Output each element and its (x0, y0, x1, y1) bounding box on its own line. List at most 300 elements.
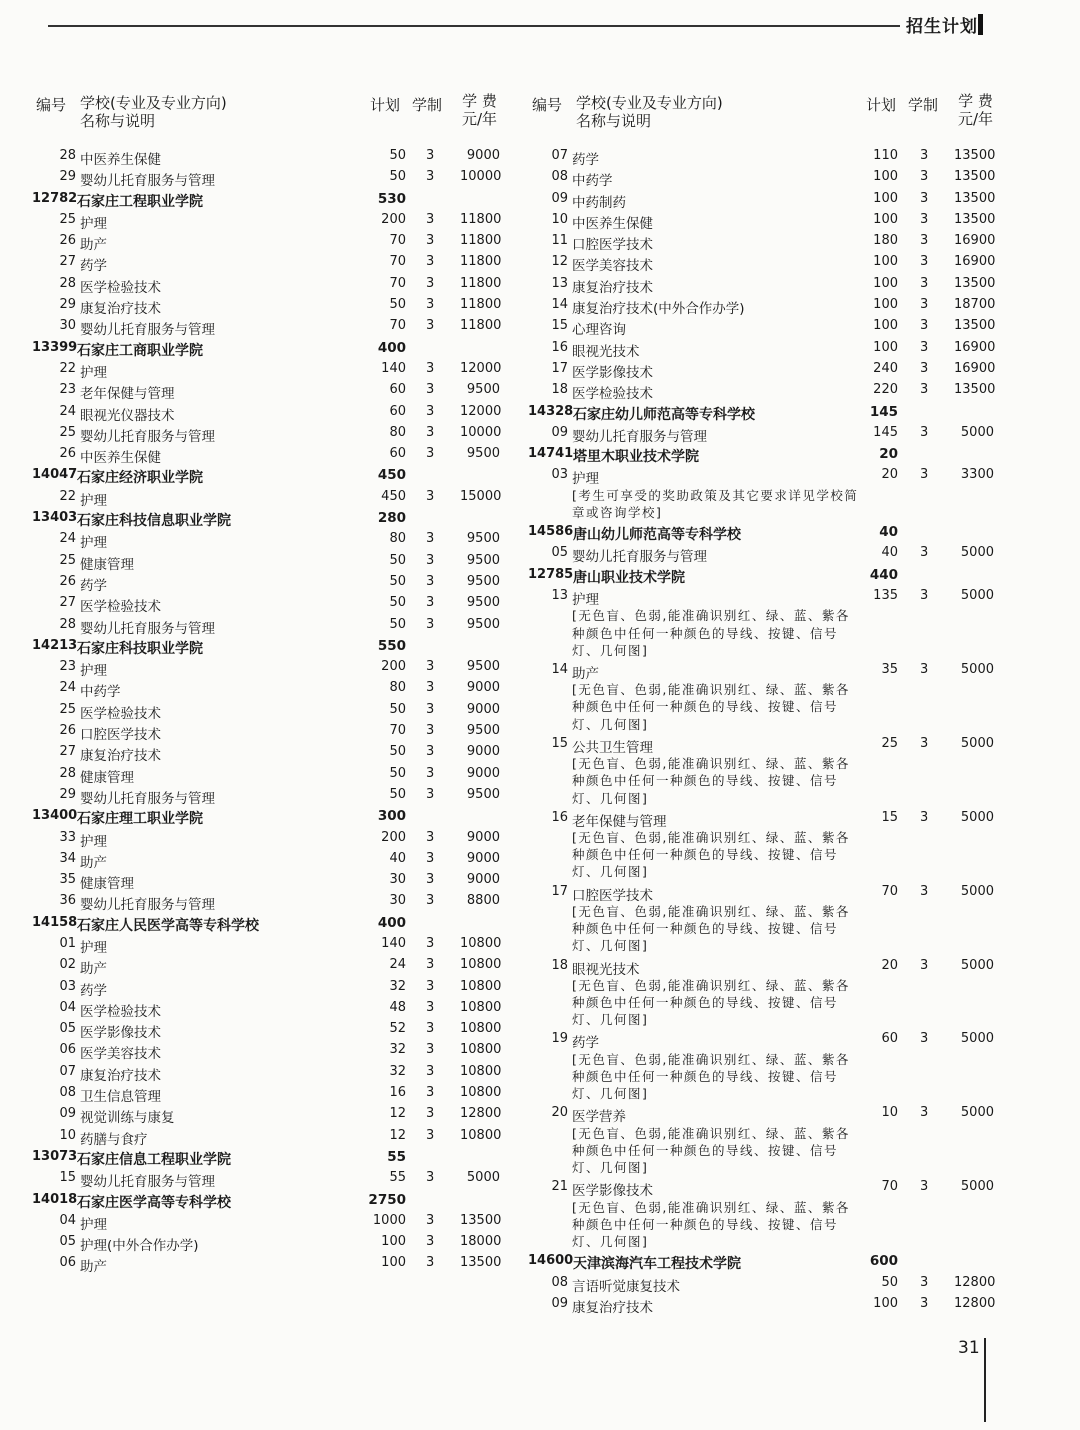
program-row (32, 934, 512, 955)
program-row (32, 849, 512, 870)
program-name: 护理 (80, 663, 107, 680)
program-row (528, 274, 1008, 295)
program-name: 康复治疗技术(中外合作办学) (572, 301, 745, 318)
program-note: [无色盲、色弱,能准确识别红、绿、蓝、紫各种颜色中任何一种颜色的导线、按键、信号灯、几何图] (572, 608, 850, 658)
program-number: 25 (59, 552, 76, 568)
program-plan: 240 (873, 360, 898, 376)
program-number: 05 (59, 1021, 76, 1037)
program-years: 3 (920, 809, 929, 825)
program-years: 3 (920, 1274, 929, 1290)
program-number: 17 (551, 360, 568, 376)
program-number: 19 (551, 1031, 568, 1047)
school-row (528, 1251, 1008, 1272)
program-name: 中医养生保健 (80, 450, 161, 467)
program-years: 3 (426, 1021, 435, 1037)
program-number: 15 (59, 1170, 76, 1186)
program-name: 助产 (80, 854, 107, 871)
program-years: 3 (426, 488, 435, 504)
program-plan: 32 (389, 1042, 406, 1058)
program-row (32, 423, 512, 444)
program-plan: 50 (389, 148, 406, 163)
program-row (32, 529, 512, 550)
header-fee-line2: 元/年 (958, 110, 994, 128)
program-years: 3 (426, 701, 435, 717)
program-fee: 9500 (466, 573, 500, 589)
program-fee: 9000 (466, 148, 500, 163)
program-name: 护理(中外合作办学) (80, 1238, 199, 1255)
program-row (32, 146, 512, 167)
program-name: 老年保健与管理 (572, 813, 667, 830)
program-fee: 9000 (466, 680, 500, 696)
program-number: 34 (59, 850, 76, 866)
program-plan: 100 (873, 1295, 898, 1311)
program-plan: 200 (381, 829, 406, 845)
program-years: 3 (920, 233, 929, 249)
program-number: 28 (59, 148, 76, 163)
program-years: 3 (920, 735, 929, 751)
program-plan: 100 (873, 275, 898, 291)
program-plan: 40 (389, 850, 406, 866)
program-row (32, 1253, 512, 1274)
program-plan: 450 (381, 488, 406, 504)
program-years: 3 (920, 883, 929, 899)
program-years: 3 (426, 403, 435, 419)
program-name: 医学检验技术 (572, 386, 653, 403)
program-plan: 40 (881, 545, 898, 561)
program-number: 21 (551, 1179, 568, 1195)
program-number: 26 (59, 573, 76, 589)
program-row (528, 660, 1008, 681)
program-fee: 5000 (960, 809, 994, 825)
program-number: 08 (551, 169, 568, 185)
header-fee-line1: 学 费 (462, 92, 497, 110)
program-fee: 9500 (466, 786, 500, 802)
school-plan: 40 (879, 524, 898, 541)
program-plan: 80 (389, 531, 406, 547)
program-number: 35 (59, 872, 76, 888)
school-row (32, 1147, 512, 1168)
program-row (32, 551, 512, 572)
program-plan: 70 (389, 275, 406, 291)
program-years: 3 (426, 1063, 435, 1079)
program-fee: 5000 (960, 588, 994, 604)
program-plan: 50 (389, 616, 406, 632)
school-row (528, 444, 1008, 465)
header-years: 学制 (412, 96, 443, 114)
program-number: 04 (59, 999, 76, 1015)
program-number: 06 (59, 1042, 76, 1058)
program-plan: 70 (881, 883, 898, 899)
program-fee: 9000 (466, 829, 500, 845)
program-years: 3 (426, 723, 435, 739)
program-fee: 13500 (954, 190, 996, 206)
program-fee: 3300 (960, 467, 994, 483)
program-row (32, 252, 512, 273)
school-plan: 450 (377, 467, 406, 484)
program-plan: 80 (389, 424, 406, 440)
program-name: 婴幼儿托育服务与管理 (80, 428, 215, 445)
program-years: 3 (426, 935, 435, 951)
program-years: 3 (426, 211, 435, 227)
program-name: 口腔医学技术 (572, 237, 653, 254)
program-years: 3 (920, 275, 929, 291)
program-plan: 20 (881, 467, 898, 483)
school-plan: 55 (387, 1148, 406, 1165)
program-fee: 5000 (960, 957, 994, 973)
program-name: 护理 (80, 833, 107, 850)
program-years: 3 (426, 616, 435, 632)
program-name: 护理 (80, 1216, 107, 1233)
program-row (528, 189, 1008, 210)
program-plan: 200 (381, 211, 406, 227)
school-row (528, 402, 1008, 423)
program-name: 药学 (80, 577, 107, 594)
program-row (528, 252, 1008, 273)
program-number: 14 (551, 661, 568, 677)
program-plan: 100 (873, 190, 898, 206)
program-row (528, 1029, 1008, 1050)
program-number: 29 (59, 786, 76, 802)
program-years: 3 (426, 1234, 435, 1250)
program-fee: 12000 (460, 360, 502, 376)
right-rows (528, 146, 1008, 1315)
program-number: 12 (551, 254, 568, 270)
program-fee: 9000 (466, 872, 500, 888)
program-row (32, 1062, 512, 1083)
program-row (528, 316, 1008, 337)
school-row (32, 338, 512, 359)
school-name: 石家庄理工职业学院 (77, 811, 203, 828)
program-fee: 18000 (460, 1234, 502, 1250)
program-number: 13 (551, 588, 568, 604)
program-plan: 70 (389, 318, 406, 334)
program-plan: 50 (389, 573, 406, 589)
program-fee: 12800 (954, 1295, 996, 1311)
program-years: 3 (426, 573, 435, 589)
program-row (32, 998, 512, 1019)
program-row (32, 231, 512, 252)
program-number: 11 (551, 233, 568, 249)
program-number: 08 (59, 1085, 76, 1101)
program-name: 医学影像技术 (572, 364, 653, 381)
school-code: 14213 (32, 637, 78, 653)
program-name: 护理 (80, 535, 107, 552)
program-years: 3 (426, 680, 435, 696)
program-fee: 13500 (954, 169, 996, 185)
program-years: 3 (426, 1085, 435, 1101)
program-fee: 11800 (460, 211, 502, 227)
school-plan: 440 (869, 566, 898, 583)
program-number: 24 (59, 531, 76, 547)
program-number: 17 (551, 883, 568, 899)
program-plan: 140 (381, 935, 406, 951)
program-plan: 110 (873, 148, 898, 163)
program-plan: 20 (881, 957, 898, 973)
school-plan: 20 (879, 446, 898, 463)
program-number: 26 (59, 723, 76, 739)
program-plan: 50 (389, 169, 406, 185)
program-years: 3 (426, 595, 435, 611)
program-fee: 9500 (466, 723, 500, 739)
program-fee: 13500 (954, 211, 996, 227)
program-number: 08 (551, 1274, 568, 1290)
program-fee: 9000 (466, 765, 500, 781)
program-years: 3 (426, 446, 435, 462)
program-row (528, 338, 1008, 359)
program-name: 药学 (80, 982, 107, 999)
program-years: 3 (920, 211, 929, 227)
school-row (32, 913, 512, 934)
program-plan: 24 (389, 957, 406, 973)
page-rule (984, 1338, 986, 1422)
program-name: 眼视光仪器技术 (80, 407, 175, 424)
program-row (32, 274, 512, 295)
program-name: 康复治疗技术 (572, 279, 653, 296)
program-name: 医学检验技术 (80, 599, 161, 616)
program-years: 3 (426, 850, 435, 866)
school-code: 12785 (528, 566, 574, 582)
program-number: 25 (59, 701, 76, 717)
left-column (32, 90, 512, 1276)
program-fee: 9500 (466, 616, 500, 632)
program-years: 3 (426, 148, 435, 163)
program-number: 15 (551, 735, 568, 751)
program-row (528, 210, 1008, 231)
header-name-line1: 学校(专业及专业方向) (80, 94, 227, 112)
program-fee: 5000 (960, 1031, 994, 1047)
program-fee: 12800 (954, 1274, 996, 1290)
program-row (528, 380, 1008, 401)
program-name: 婴幼儿托育服务与管理 (80, 620, 215, 637)
school-plan: 400 (377, 339, 406, 356)
program-fee: 13500 (460, 1255, 502, 1271)
program-name: 眼视光技术 (572, 343, 640, 360)
school-name: 石家庄医学高等专科学校 (77, 1194, 231, 1211)
program-note: [无色盲、色弱,能准确识别红、绿、蓝、紫各种颜色中任何一种颜色的导线、按键、信号灯、几何图] (572, 977, 850, 1028)
program-years: 3 (426, 957, 435, 973)
program-fee: 9000 (466, 744, 500, 760)
program-years: 3 (920, 1105, 929, 1121)
school-plan: 280 (377, 510, 406, 527)
program-fee: 11800 (460, 318, 502, 334)
program-plan: 100 (873, 169, 898, 185)
program-row (32, 678, 512, 699)
program-number: 27 (59, 744, 76, 760)
program-row (528, 543, 1008, 564)
school-plan: 2750 (368, 1191, 406, 1208)
program-number: 30 (59, 318, 76, 334)
program-years: 3 (920, 148, 929, 163)
program-name: 言语听觉康复技术 (572, 1278, 680, 1295)
program-name: 助产 (80, 1259, 107, 1276)
program-plan: 16 (389, 1085, 406, 1101)
program-name: 医学影像技术 (572, 1183, 653, 1200)
program-fee: 16900 (954, 360, 996, 376)
school-name: 唐山职业技术学院 (573, 569, 685, 586)
program-row (528, 231, 1008, 252)
program-fee: 13500 (954, 275, 996, 291)
program-row (528, 1273, 1008, 1294)
school-code: 12782 (32, 190, 78, 206)
program-row (32, 1211, 512, 1232)
header-plan: 计划 (370, 96, 401, 114)
program-years: 3 (920, 957, 929, 973)
school-plan: 145 (869, 403, 898, 420)
program-fee: 10800 (460, 1021, 502, 1037)
program-number: 09 (551, 424, 568, 440)
program-row (32, 593, 512, 614)
program-years: 3 (426, 169, 435, 185)
school-row (32, 1190, 512, 1211)
program-fee: 10800 (460, 1042, 502, 1058)
program-name: 中医养生保健 (80, 152, 161, 168)
program-plan: 70 (389, 254, 406, 270)
school-code: 14600 (528, 1253, 574, 1269)
program-name: 卫生信息管理 (80, 1089, 161, 1106)
program-row (528, 359, 1008, 380)
program-name: 婴幼儿托育服务与管理 (80, 322, 215, 339)
program-row (32, 891, 512, 912)
program-number: 18 (551, 957, 568, 973)
program-years: 3 (920, 297, 929, 313)
program-row (528, 586, 1008, 607)
program-row (528, 423, 1008, 444)
program-number: 07 (59, 1063, 76, 1079)
program-name: 医学影像技术 (80, 1025, 161, 1042)
program-plan: 1000 (372, 1212, 406, 1228)
program-number: 23 (59, 659, 76, 675)
program-note: [无色盲、色弱,能准确识别红、绿、蓝、紫各种颜色中任何一种颜色的导线、按键、信号灯、几何图] (572, 756, 850, 806)
program-fee: 13500 (954, 318, 996, 334)
header-fee-line1: 学 费 (958, 92, 993, 110)
program-years: 3 (426, 829, 435, 845)
program-fee: 5000 (466, 1170, 500, 1186)
program-fee: 10800 (460, 1127, 502, 1143)
program-fee: 5000 (960, 735, 994, 751)
program-years: 3 (920, 360, 929, 376)
program-fee: 12000 (460, 403, 502, 419)
program-name: 口腔医学技术 (80, 727, 161, 744)
program-plan: 70 (881, 1179, 898, 1195)
program-name: 护理 (572, 592, 599, 609)
program-row (528, 1294, 1008, 1315)
program-plan: 10 (881, 1105, 898, 1121)
program-name: 助产 (80, 237, 107, 254)
program-years: 3 (426, 424, 435, 440)
title-bar (978, 14, 983, 35)
program-plan: 15 (881, 809, 898, 825)
program-number: 23 (59, 382, 76, 398)
top-rule (48, 25, 900, 27)
program-plan: 52 (389, 1021, 406, 1037)
program-years: 3 (426, 531, 435, 547)
program-row (528, 465, 1008, 486)
school-plan: 530 (377, 190, 406, 207)
program-row (32, 316, 512, 337)
school-code: 13073 (32, 1148, 78, 1164)
program-fee: 16900 (954, 254, 996, 270)
program-number: 22 (59, 360, 76, 376)
program-number: 29 (59, 169, 76, 185)
school-name: 石家庄科技职业学院 (77, 640, 203, 657)
program-fee: 9500 (466, 595, 500, 611)
school-row (528, 522, 1008, 543)
program-years: 3 (426, 659, 435, 675)
program-number: 16 (551, 809, 568, 825)
program-number: 26 (59, 233, 76, 249)
program-name: 健康管理 (80, 556, 134, 573)
program-row (32, 742, 512, 763)
program-plan: 100 (381, 1255, 406, 1271)
school-name: 天津滨海汽车工程技术学院 (573, 1256, 741, 1273)
program-name: 康复治疗技术 (80, 748, 161, 765)
program-name: 婴幼儿托育服务与管理 (80, 790, 215, 807)
program-name: 健康管理 (80, 769, 134, 786)
program-name: 护理 (80, 492, 107, 509)
program-years: 3 (426, 744, 435, 760)
program-row (528, 295, 1008, 316)
program-years: 3 (920, 254, 929, 270)
program-fee: 9000 (466, 701, 500, 717)
program-fee: 9500 (466, 382, 500, 398)
program-plan: 32 (389, 1063, 406, 1079)
program-plan: 100 (873, 211, 898, 227)
school-code: 14047 (32, 467, 78, 483)
program-note: [无色盲、色弱,能准确识别红、绿、蓝、紫各种颜色中任何一种颜色的导线、按键、信号灯、几何图] (572, 682, 850, 732)
program-fee: 13500 (954, 148, 996, 163)
program-name: 药膳与食疗 (80, 1131, 148, 1148)
program-number: 10 (551, 211, 568, 227)
program-years: 3 (920, 382, 929, 398)
program-plan: 100 (873, 254, 898, 270)
program-plan: 100 (873, 297, 898, 313)
program-years: 3 (426, 318, 435, 334)
program-row (32, 572, 512, 593)
program-number: 04 (59, 1212, 76, 1228)
program-plan: 50 (881, 1274, 898, 1290)
program-plan: 220 (873, 382, 898, 398)
program-years: 3 (426, 978, 435, 994)
program-fee: 5000 (960, 1105, 994, 1121)
program-plan: 25 (881, 735, 898, 751)
program-plan: 135 (873, 588, 898, 604)
header-years: 学制 (908, 96, 939, 114)
program-number: 28 (59, 616, 76, 632)
header-code: 编号 (532, 96, 563, 114)
program-row (32, 700, 512, 721)
school-code: 13399 (32, 339, 78, 355)
header-fee (958, 92, 993, 128)
program-fee: 9500 (466, 531, 500, 547)
program-fee: 5000 (960, 883, 994, 899)
program-years: 3 (426, 360, 435, 376)
program-number: 24 (59, 403, 76, 419)
school-row (32, 636, 512, 657)
school-code: 14018 (32, 1191, 78, 1207)
program-number: 22 (59, 488, 76, 504)
program-years: 3 (920, 1179, 929, 1195)
program-years: 3 (920, 1295, 929, 1311)
school-name: 石家庄科技信息职业学院 (77, 513, 231, 530)
program-plan: 200 (381, 659, 406, 675)
program-years: 3 (426, 872, 435, 888)
program-fee: 10800 (460, 978, 502, 994)
program-name: 公共卫生管理 (572, 739, 653, 756)
program-plan: 60 (389, 403, 406, 419)
program-row (32, 1040, 512, 1061)
school-row (32, 508, 512, 529)
program-plan: 50 (389, 744, 406, 760)
